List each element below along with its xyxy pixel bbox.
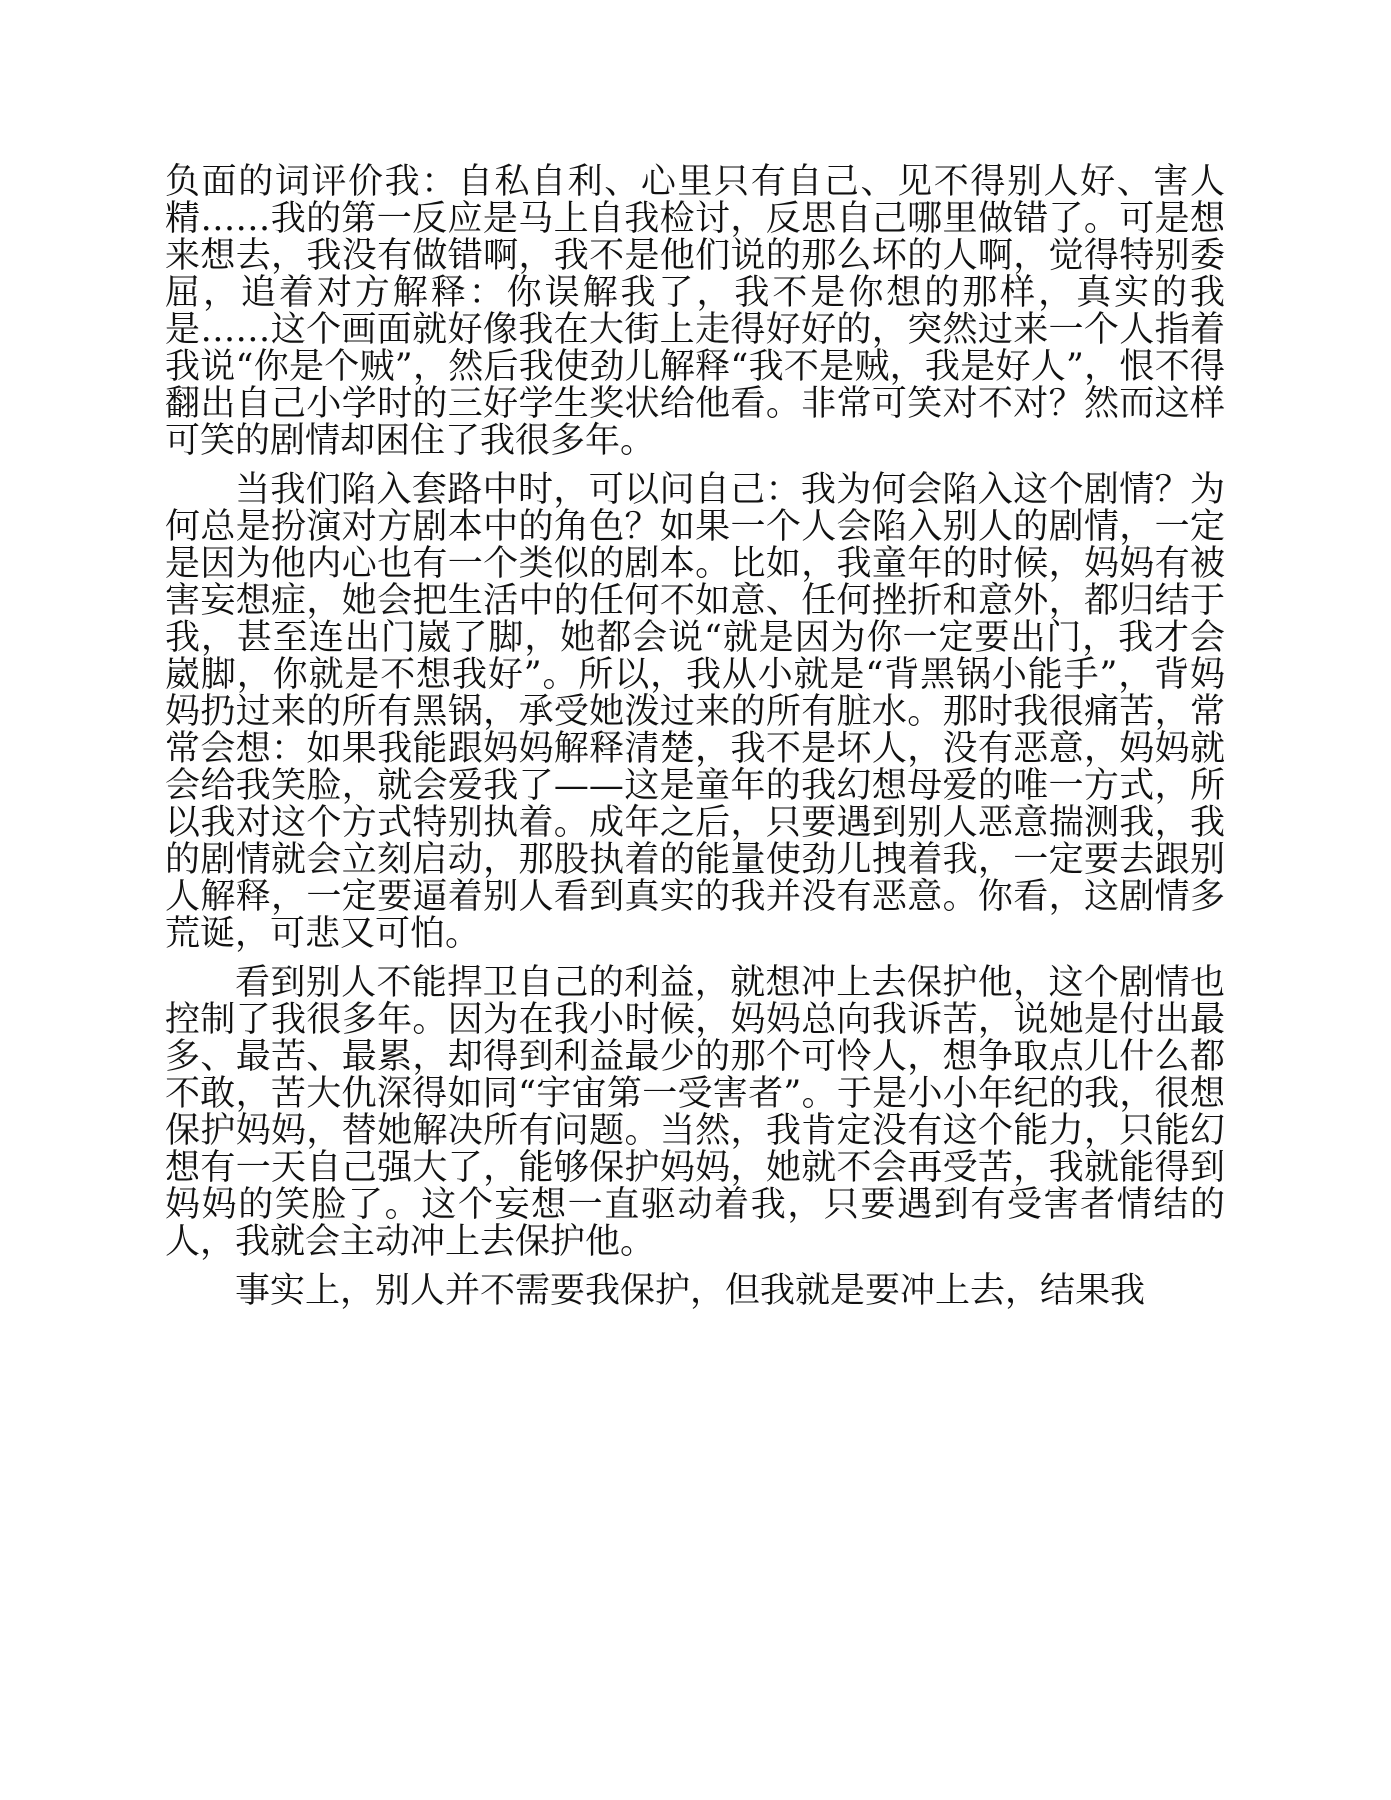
paragraph-4: 事实上，别人并不需要我保护，但我就是要冲上去，结果我	[235, 1271, 1146, 1311]
paragraph-3: 看到别人不能捍卫自己的利益，就想冲上去保护他，这个剧情也控制了我很多年。因为在我小时候，妈妈总向我诉苦，说她是付出最多、最苦、最累，却得到利益最少的那个可怜人，想争取点儿什么都不敢，苦大仇深得如同“宇宙第一受害者”。于是小小年纪的我，很想保护妈妈，替她解决所有问题。当然，我肯定没有这个能力，只能幻想有一天自己强大了，能够保护妈妈，她就不会再受苦，我就能得到妈妈的笑脸了。这个妄想一直驱动着我，只要遇到有受害者情结的人，我就会主动冲上去保护他。	[165, 963, 1225, 1262]
body-text	[165, 164, 1225, 1310]
paragraph-2: 当我们陷入套路中时，可以问自己：我为何会陷入这个剧情？为何总是扮演对方剧本中的角色？如果一个人会陷入别人的剧情，一定是因为他内心也有一个类似的剧本。比如，我童年的时候，妈妈有被害妄想症，她会把生活中的任何不如意、任何挫折和意外，都归结于我，甚至连出门崴了脚，她都会说“就是因为你一定要出门，我才会崴脚，你就是不想我好”。所以，我从小就是“背黑锅小能手”，背妈妈扔过来的所有黑锅，承受她泼过来的所有脏水。那时我很痛苦，常常会想：如果我能跟妈妈解释清楚，我不是坏人，没有恶意，妈妈就会给我笑脸，就会爱我了——这是童年的我幻想母爱的唯一方式，所以我对这个方式特别执着。成年之后，只要遇到别人恶意揣测我，我的剧情就会立刻启动，那股执着的能量使劲儿拽着我，一定要去跟别人解释，一定要逼着别人看到真实的我并没有恶意。你看，这剧情多荒诞，可悲又可怕。	[165, 470, 1225, 954]
paragraph-1: 负面的词评价我：自私自利、心里只有自己、见不得别人好、害人精……我的第一反应是马上自我检讨，反思自己哪里做错了。可是想来想去，我没有做错啊，我不是他们说的那么坏的人啊，觉得特别委屈，追着对方解释：你误解我了，我不是你想的那样，真实的我是……这个画面就好像我在大街上走得好好的，突然过来一个人指着我说“你是个贼”，然后我使劲儿解释“我不是贼，我是好人”，恨不得翻出自己小学时的三好学生奖状给他看。非常可笑对不对？然而这样可笑的剧情却困住了我很多年。	[165, 162, 1225, 461]
